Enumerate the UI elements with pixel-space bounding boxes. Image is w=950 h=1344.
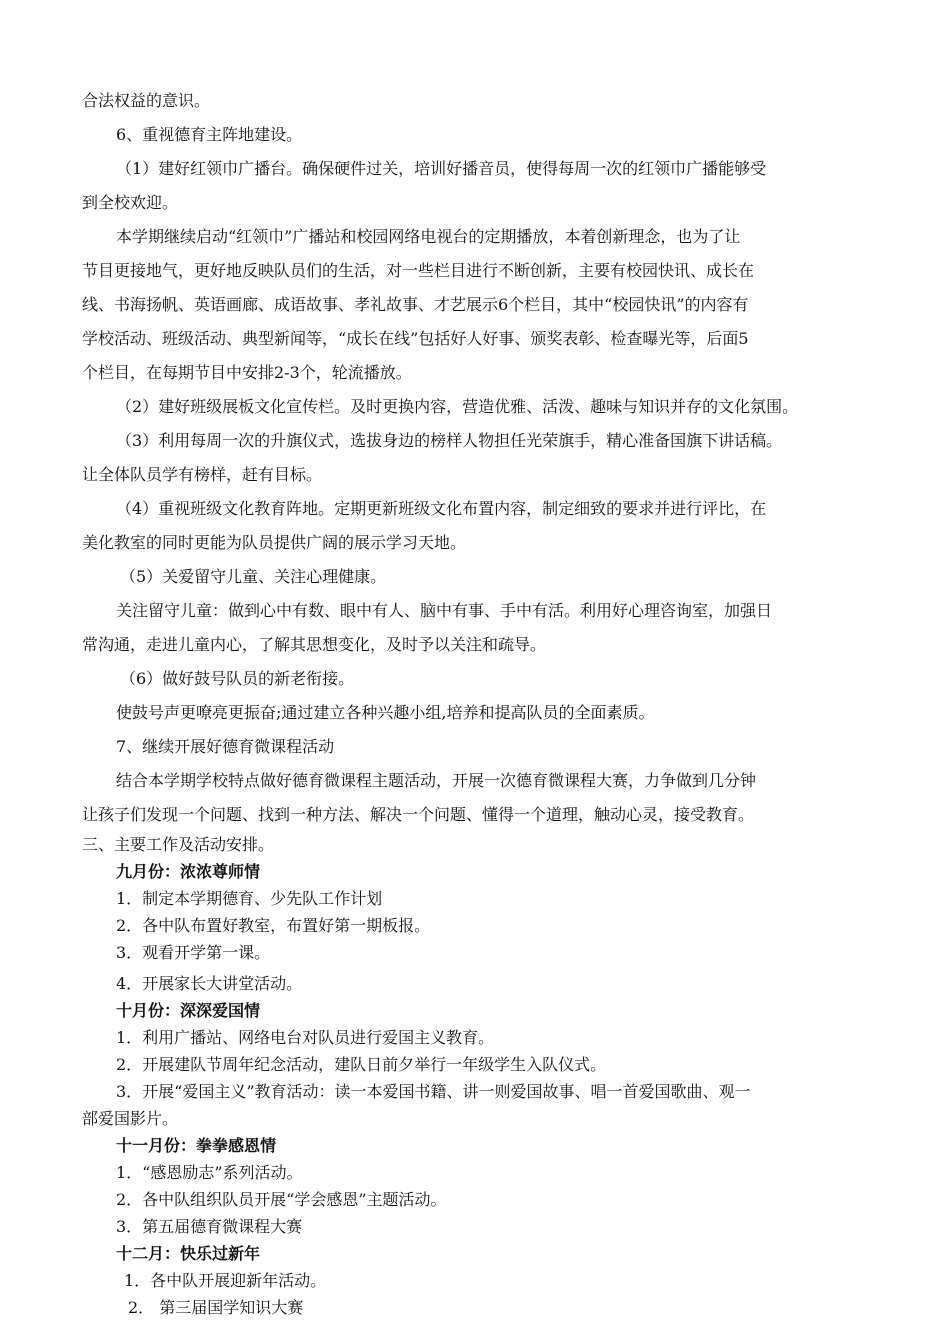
list-item: 3．第五届德育微课程大赛 — [116, 1217, 303, 1236]
text-line: （2）建好班级展板文化宣传栏。及时更换内容，营造优雅、活泼、趣味与知识并存的文化氛围。 — [116, 397, 799, 416]
section-heading: 三、主要工作及活动安排。 — [82, 835, 275, 854]
list-item: 2． 第三届国学知识大赛 — [128, 1298, 304, 1317]
list-item: 2．各中队组织队员开展“学会感恩”主题活动。 — [116, 1190, 447, 1209]
text-line: 美化教室的同时更能为队员提供广阔的展示学习天地。 — [82, 533, 467, 552]
month-heading: 十一月份：拳拳感恩情 — [116, 1136, 277, 1155]
text-line: 节目更接地气，更好地反映队员们的生活，对一些栏目进行不断创新，主要有校园快讯、成长在 — [82, 261, 755, 280]
list-item: 4．开展家长大讲堂活动。 — [116, 974, 303, 993]
text-line: 线、书海扬帆、英语画廊、成语故事、孝礼故事、才艺展示6个栏目，其中“校园快讯”的内容有 — [82, 295, 749, 314]
text-line: （3）利用每周一次的升旗仪式，选拔身边的榜样人物担任光荣旗手，精心准备国旗下讲话稿。 — [116, 431, 783, 450]
text-line: 结合本学期学校特点做好德育微课程主题活动，开展一次德育微课程大赛，力争做到几分钟 — [116, 771, 757, 790]
month-heading: 十二月：快乐过新年 — [116, 1244, 261, 1263]
section-heading: 6、重视德育主阵地建设。 — [116, 125, 303, 144]
text-line: 使鼓号声更嘹亮更振奋;通过建立各种兴趣小组,培养和提高队员的全面素质。 — [116, 703, 655, 722]
text-line: 本学期继续启动“红领巾”广播站和校园网络电视台的定期播放，本着创新理念，也为了让 — [116, 227, 741, 246]
text-line: 常沟通，走进儿童内心，了解其思想变化，及时予以关注和疏导。 — [82, 635, 547, 654]
list-item: 1．制定本学期德育、少先队工作计划 — [116, 889, 383, 908]
text-line: 合法权益的意识。 — [82, 91, 211, 110]
text-line: （4）重视班级文化教育阵地。定期更新班级文化布置内容，制定细致的要求并进行评比，在 — [116, 499, 767, 518]
text-line: （6）做好鼓号队员的新老衔接。 — [120, 669, 355, 688]
month-heading: 九月份：浓浓尊师情 — [116, 862, 261, 881]
list-item: 部爱国影片。 — [82, 1109, 179, 1128]
text-line: 让孩子们发现一个问题、找到一种方法、解决一个问题、懂得一个道理，触动心灵，接受教育。 — [82, 805, 755, 824]
list-item: 1．“感恩励志”系列活动。 — [116, 1163, 303, 1182]
text-line: 到全校欢迎。 — [82, 193, 179, 212]
section-heading: 7、继续开展好德育微课程活动 — [116, 737, 335, 756]
text-line: 个栏目，在每期节目中安排2-3个，轮流播放。 — [82, 363, 412, 382]
list-item: 3．开展“爱国主义”教育活动：读一本爱国书籍、讲一则爱国故事、唱一首爱国歌曲、观一 — [116, 1082, 751, 1101]
list-item: 2．开展建队节周年纪念活动，建队日前夕举行一年级学生入队仪式。 — [116, 1055, 607, 1074]
text-line: 学校活动、班级活动、典型新闻等，“成长在线”包括好人好事、颁奖表彰、检查曝光等，后面5 — [82, 329, 749, 348]
text-line: （5）关爱留守儿童、关注心理健康。 — [120, 567, 387, 586]
list-item: 3．观看开学第一课。 — [116, 943, 271, 962]
text-line: 让全体队员学有榜样，赶有目标。 — [82, 465, 323, 484]
month-heading: 十月份：深深爱国情 — [116, 1001, 261, 1020]
text-line: 关注留守儿童：做到心中有数、眼中有人、脑中有事、手中有活。利用好心理咨询室，加强日 — [116, 601, 773, 620]
text-line: （1）建好红领巾广播台。确保硬件过关，培训好播音员，使得每周一次的红领巾广播能够受 — [116, 159, 767, 178]
list-item: 2．各中队布置好教室，布置好第一期板报。 — [116, 916, 431, 935]
list-item: 1．各中队开展迎新年活动。 — [124, 1271, 327, 1290]
list-item: 1．利用广播站、网络电台对队员进行爱国主义教育。 — [116, 1028, 495, 1047]
